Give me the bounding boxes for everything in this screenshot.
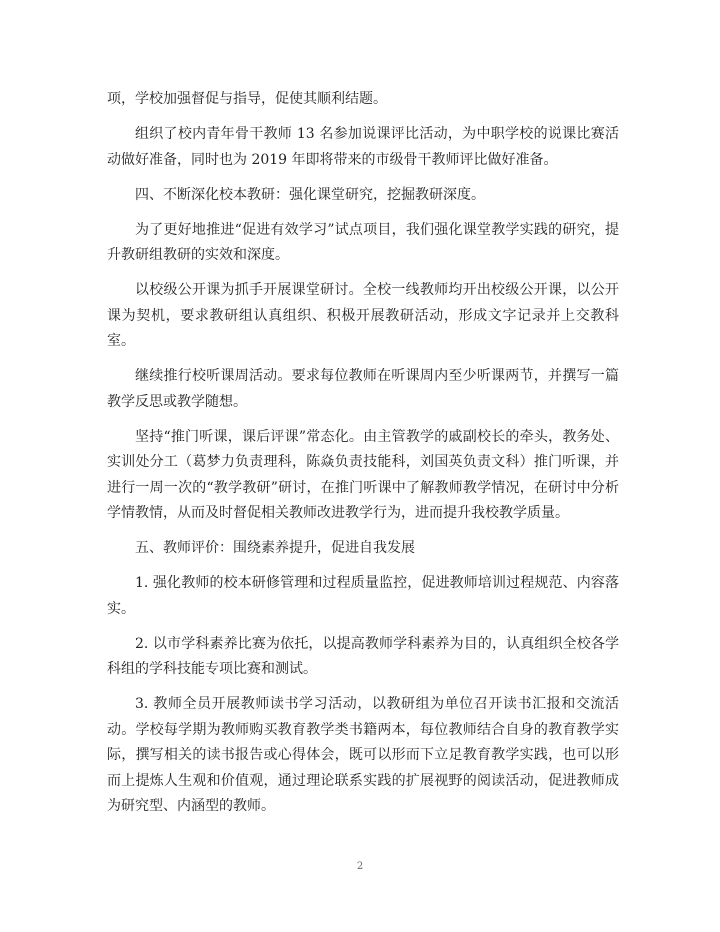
- paragraph-continuation: 项，学校加强督促与指导，促使其顺利结题。: [107, 91, 387, 107]
- paragraph-lecture-competition: 组织了校内青年骨干教师 13 名参加说课评比活动，为中职学校的说课比赛活动做好准备，同时也为 2019 年即将带来的市级骨干教师评比做好准备。: [107, 126, 619, 168]
- list-item-1: 1. 强化教师的校本研修管理和过程质量监控，促进教师培训过程规范、内容落实。: [107, 575, 619, 617]
- list-item-2: 2. 以市学科素养比赛为依托，以提高教师学科素养为目的，认真组织全校各学科组的学科技能专项比赛和测试。: [107, 635, 619, 677]
- paragraph-open-class: 以校级公开课为抓手开展课堂研讨。全校一线教师均开出校级公开课，以公开课为契机，要求教研组认真组织、积极开展教研活动，形成文字记录并上交教科室。: [107, 282, 619, 349]
- paragraph-effective-learning: 为了更好地推进“促进有效学习”试点项目，我们强化课堂教学实践的研究，提升教研组教研的实效和深度。: [107, 221, 619, 263]
- section-heading-school-research: 四、不断深化校本教研：强化课堂研究，挖掘教研深度。: [135, 186, 485, 203]
- paragraph-drop-in-observation: 坚持“推门听课，课后评课”常态化。由主管教学的戚副校长的牵头，教务处、实训处分工（葛梦力负责理科，陈焱负责技能科，刘国英负责文科）推门听课，并进行一周一次的“教学教研”研讨，在推门听课中了解教师教学情况，在研讨中分析学情教情，从而及时督促相关教师改进教学行为，进而提升我校教学质量。: [107, 428, 619, 521]
- section-heading-teacher-evaluation: 五、教师评价：围绕素养提升，促进自我发展: [135, 540, 415, 556]
- paragraph-listening-week: 继续推行校听课周活动。要求每位教师在听课周内至少听课两节，并撰写一篇教学反思或教学随想。: [107, 368, 619, 410]
- list-item-3: 3. 教师全员开展教师读书学习活动，以教研组为单位召开读书汇报和交流活动。学校每学期为教师购买教育教学类书籍两本，每位教师结合自身的教育教学实际，撰写相关的读书报告或心得体会，既可以形而下立足教育教学实践，也可以形而上提炼人生观和价值观，通过理论联系实践的扩展视野的阅读活动，促进教师成为研究型、内涵型的教师。: [107, 696, 619, 814]
- body-text: [107, 87, 619, 829]
- page-number: 2: [356, 861, 364, 872]
